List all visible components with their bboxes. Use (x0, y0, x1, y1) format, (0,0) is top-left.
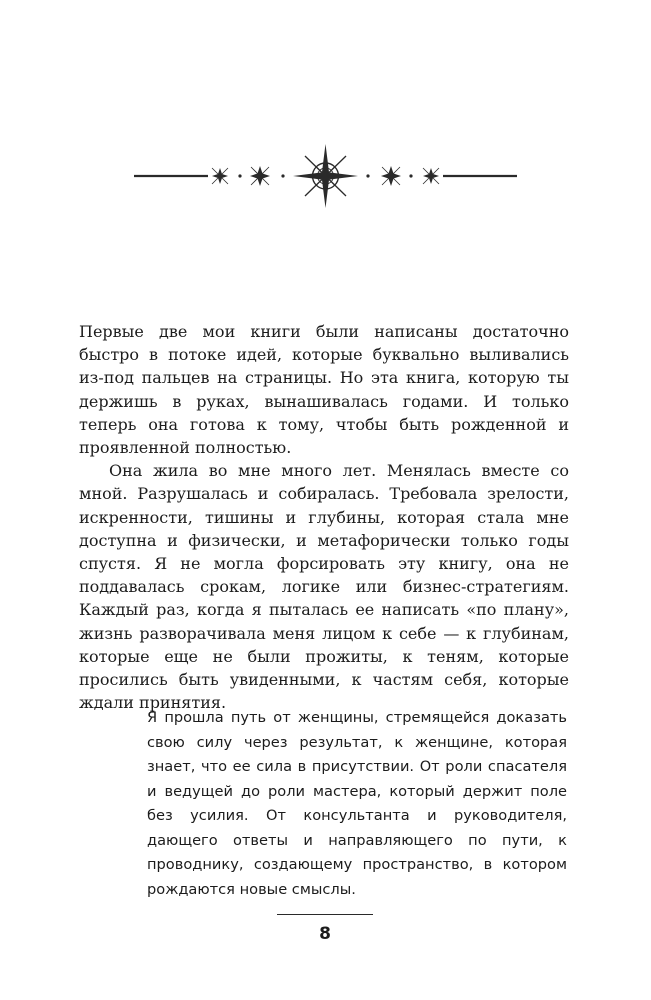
paragraph-2: Она жила во мне много лет. Менялась вместе со мной. Разрушалась и собиралась. Требовала зрелости, искренности, тишины и глубины, которая стала мне доступна и физически, и метафорически только годы спустя. Я не могла форсировать эту книгу, она не поддавалась срокам, логике или бизнес-стратегиям. Каждый раз, когда я пыталась ее написать «по плану», жизнь разворачивала меня лицом к себе — к глубинам, которые еще не были прожиты, к теням, которые просились быть увиденными, к частям себя, которые ждали принятия. (79, 461, 569, 713)
footer-divider (277, 914, 373, 915)
main-text (79, 320, 569, 714)
page-number: 8 (319, 924, 331, 944)
quote-block (147, 706, 567, 902)
paragraph-1: Первые две мои книги были написаны достаточно быстро в потоке идей, которые буквально выливались из-под пальцев на страницы. Но эта книга, которую ты держишь в руках, вынашивалась годами. И только теперь она готова к тому, чтобы быть рожденной и проявленной полностью. (79, 322, 569, 458)
compass-star-icon (293, 144, 358, 208)
compass-star-divider-icon (128, 140, 523, 212)
quote-text: Я прошла путь от женщины, стремящейся доказать свою силу через результат, к женщине, которая знает, что ее сила в присутствии. От роли спасателя и ведущей до роли мастера, который держит поле без усилия. От консультанта и руководителя, дающего ответы и направляющего по пути, к проводнику, создающему пространство, в котором рождаются новые смыслы. (147, 709, 567, 898)
